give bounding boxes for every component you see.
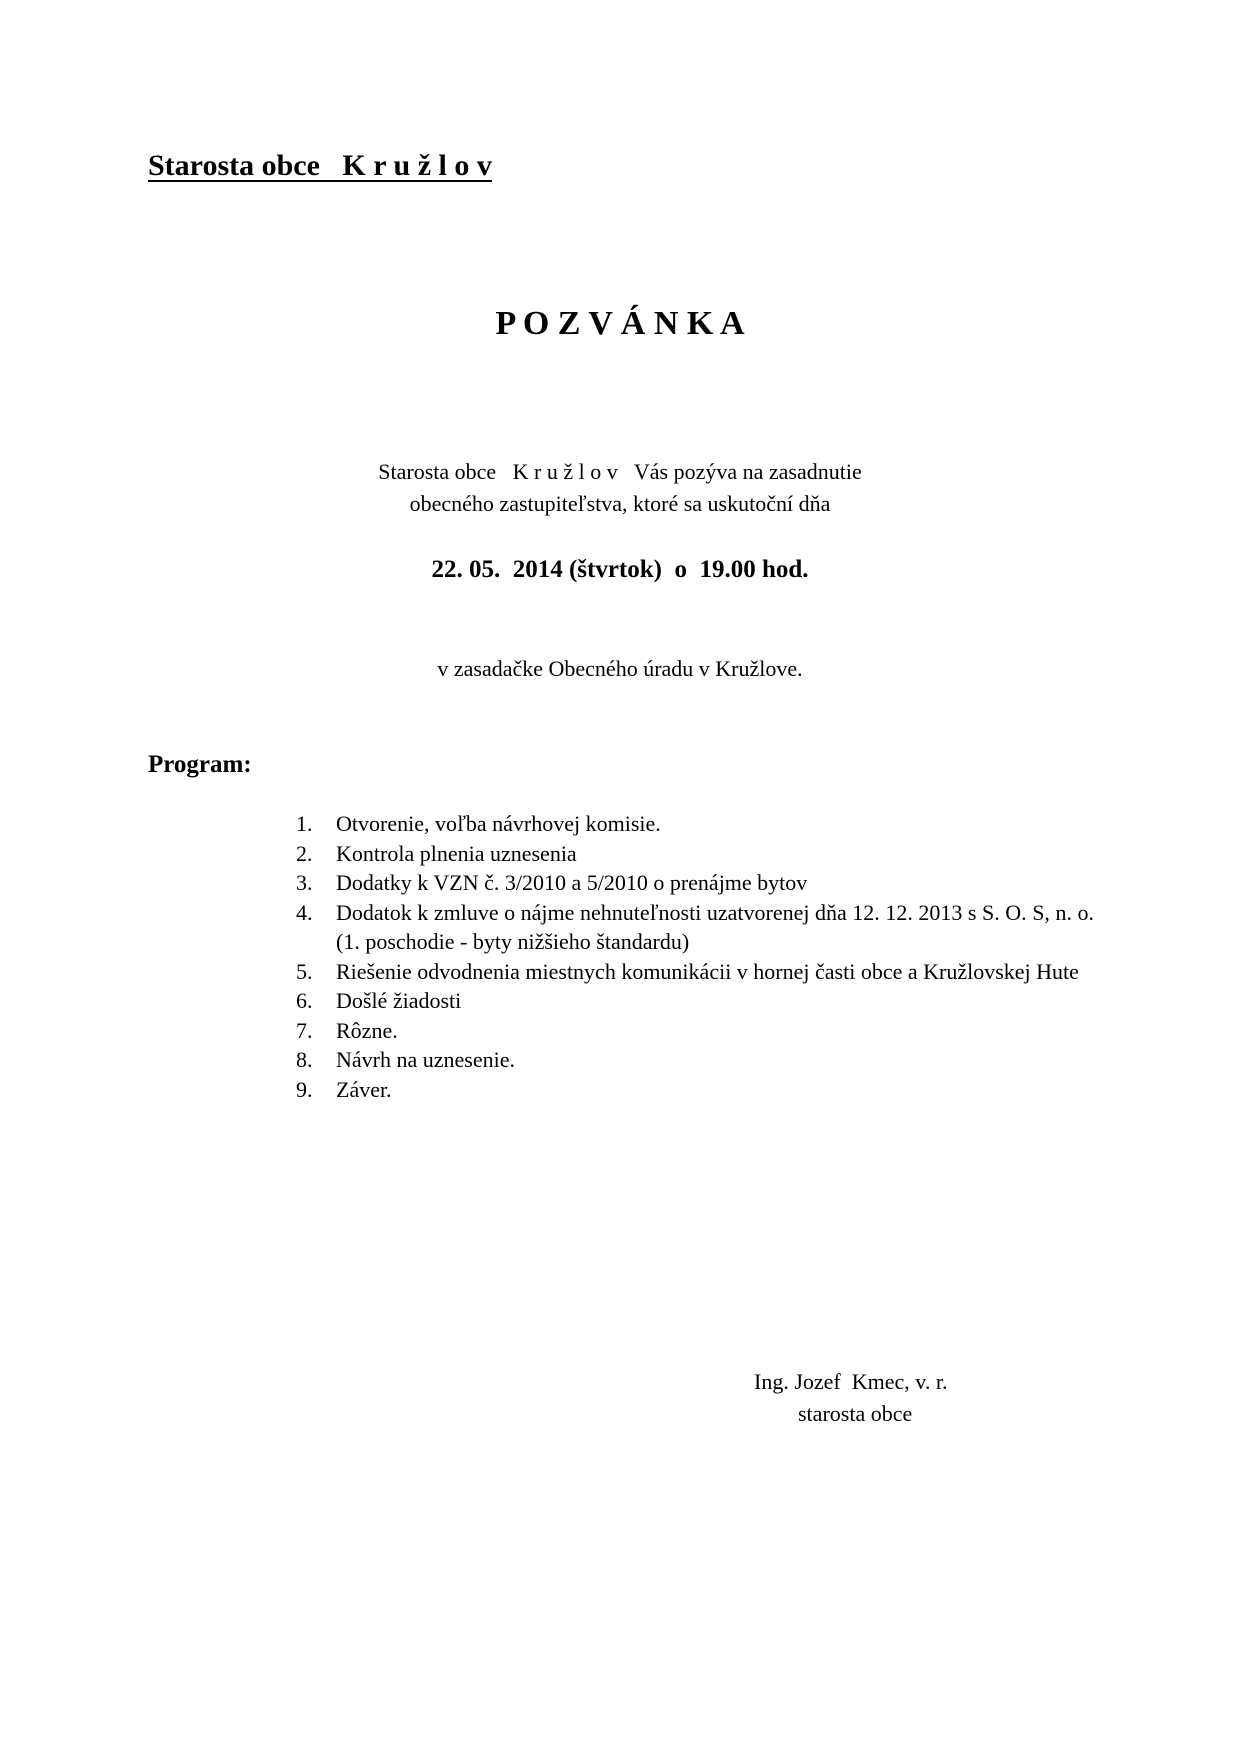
meeting-datetime: 22. 05. 2014 (štvrtok) o 19.00 hod. [431, 556, 809, 583]
agenda-item-number: 6. [296, 988, 313, 1013]
agenda-item-text: Návrh na uznesenie. [336, 1047, 515, 1072]
agenda-item-number: 3. [296, 870, 313, 895]
agenda-list [296, 809, 1094, 1104]
agenda-item-number: 5. [296, 958, 313, 984]
signature-block [754, 1366, 994, 1430]
agenda-item [296, 898, 1094, 957]
agenda-item-text: Dodatky k VZN č. 3/2010 a 5/2010 o prenájme bytov [336, 870, 808, 895]
agenda-item-text: Rôzne. [336, 1017, 398, 1043]
agenda-item-number: 4. [296, 899, 313, 925]
agenda-item-text: Dodatok k zmluve o nájme nehnuteľnosti uzatvorenej dňa 12. 12. 2013 s S. O. S, n. o. (1. poschodie - byty nižšieho štandardu) [336, 899, 1094, 954]
agenda-item [296, 809, 1094, 839]
agenda-item [296, 1045, 1094, 1075]
agenda-item-text: Záver. [336, 1076, 392, 1102]
agenda-item-number: 7. [296, 1017, 313, 1043]
agenda-item [296, 986, 1094, 1016]
agenda-item [296, 1075, 1094, 1105]
agenda-item-number: 1. [296, 811, 313, 836]
meeting-venue: v zasadačke Obecného úradu v Kružlove. [437, 656, 803, 681]
agenda-item [296, 1016, 1094, 1046]
agenda-item-number: 8. [296, 1047, 313, 1072]
signatory-role: starosta obce [798, 1401, 913, 1426]
agenda-item-text: Otvorenie, voľba návrhovej komisie. [336, 811, 661, 836]
agenda-item-number: 9. [296, 1076, 313, 1102]
program-label: Program: [148, 751, 252, 778]
issuer-heading: Starosta obce K r u ž l o v [148, 149, 492, 182]
document-title: P O Z V Á N K A [495, 305, 745, 342]
agenda-item-text: Kontrola plnenia uznesenia [336, 840, 577, 866]
agenda-item [296, 957, 1094, 987]
agenda-item-number: 2. [296, 840, 313, 866]
agenda-item [296, 839, 1094, 869]
signatory-name: Ing. Jozef Kmec, v. r. [754, 1369, 948, 1394]
agenda-item-text: Došlé žiadosti [336, 988, 462, 1013]
invitation-text [0, 456, 1240, 520]
agenda-item [296, 868, 1094, 898]
agenda-item-text: Riešenie odvodnenia miestnych komunikácii v hornej časti obce a Kružlovskej Hute [336, 958, 1079, 984]
invitation-line-1: Starosta obce K r u ž l o v Vás pozýva na zasadnutie [378, 459, 862, 484]
invitation-line-2: obecného zastupiteľstva, ktoré sa uskutoční dňa [409, 491, 831, 516]
